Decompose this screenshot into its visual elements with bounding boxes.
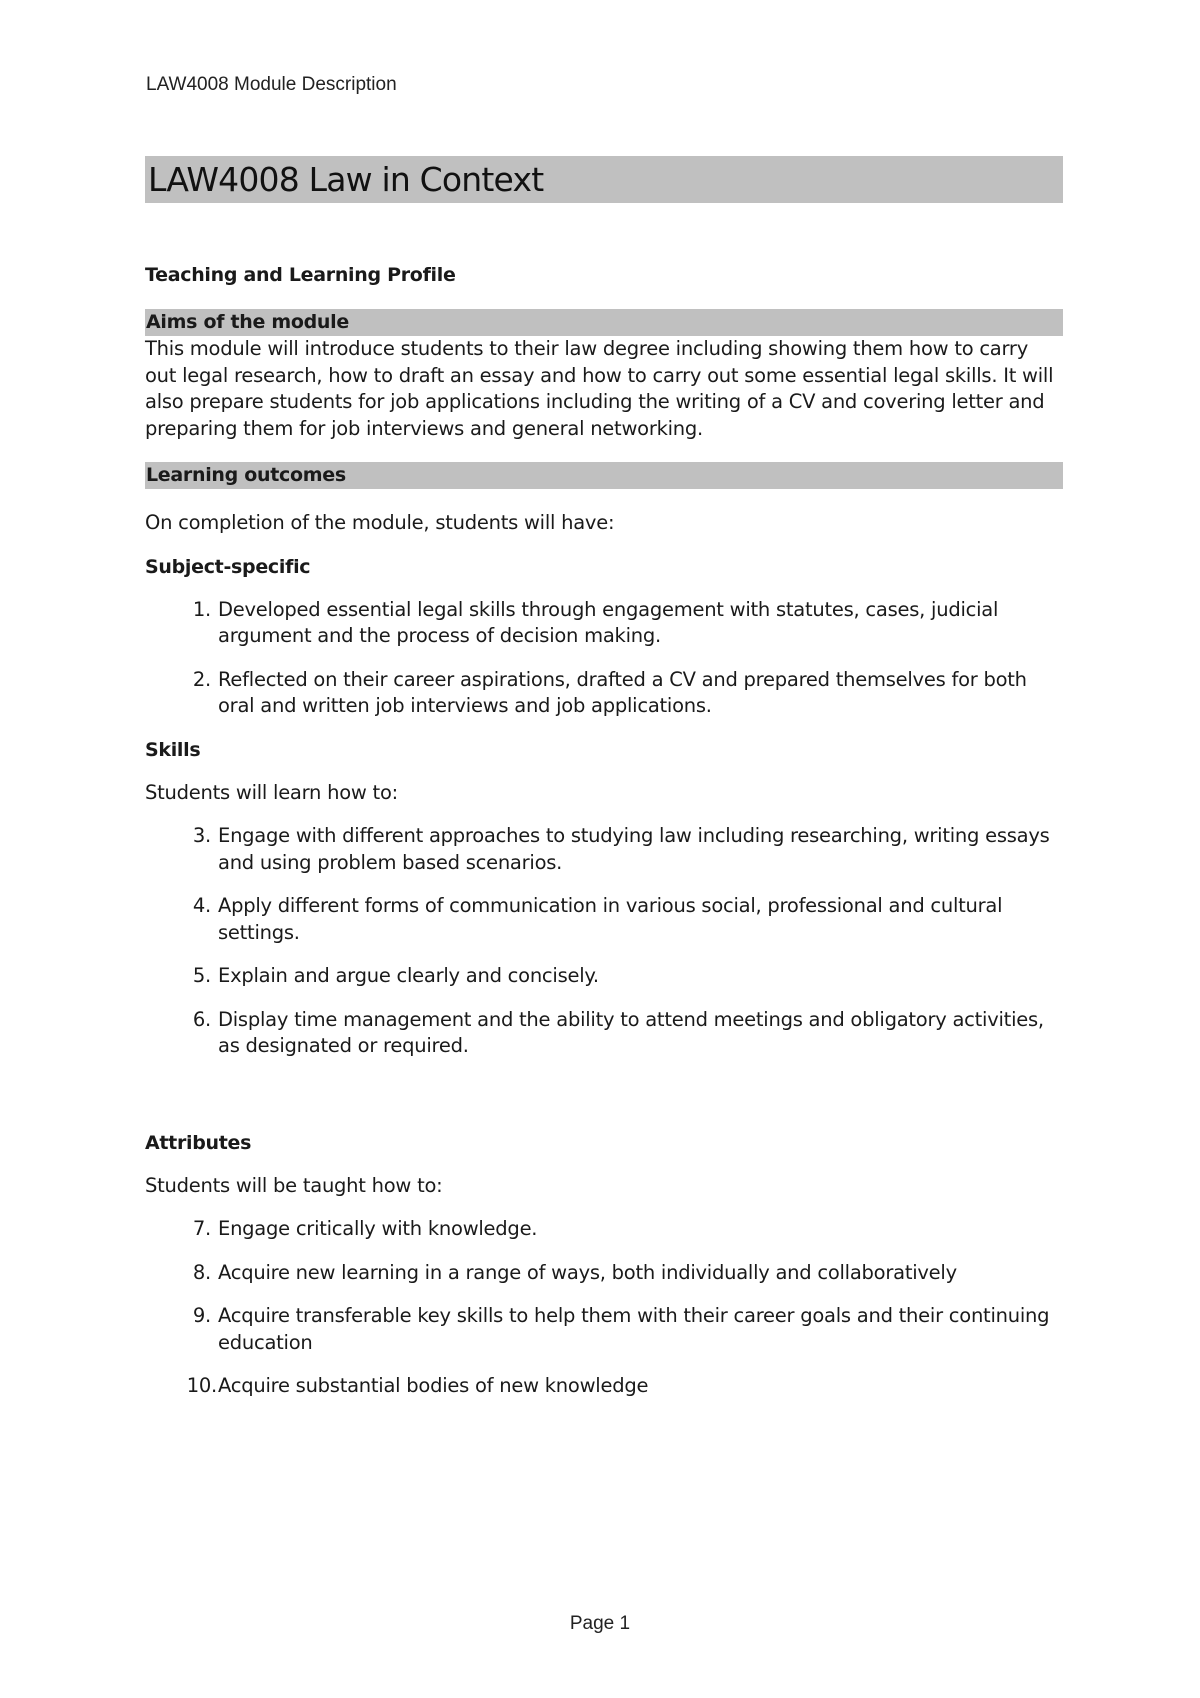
list-item [145,667,1063,720]
attributes-heading: Attributes [145,1131,252,1154]
list-item-number: 8. [192,1260,211,1284]
list-item-text: Reflected on their career aspirations, drafted a CV and prepared themselves for both oral and written job interviews and job applications. [218,667,1027,717]
list-item [145,1216,1063,1243]
list-item-text: Developed essential legal skills through engagement with statutes, cases, judicial argument and the process of decision making. [218,597,999,647]
attributes-intro: Students will be taught how to: [145,1173,443,1197]
list-item [145,1007,1063,1060]
aims-heading: Aims of the module [145,309,1063,336]
list-item [145,1303,1063,1356]
list-item-number: 1. [192,597,211,621]
list-item-text: Acquire substantial bodies of new knowledge [218,1374,649,1397]
list-item-number: 10. [186,1374,217,1397]
list-item [145,963,1063,990]
list-item [145,893,1063,946]
list-item [145,1260,1063,1287]
list-item [145,1373,1063,1400]
list-item-number: 2. [192,667,211,691]
running-header: LAW4008 Module Description [146,74,397,95]
skills-heading: Skills [145,738,201,761]
list-item-number: 9. [192,1304,211,1327]
list-item-text: Engage with different approaches to studying law including researching, writing essays and using problem based scenarios. [218,824,1050,874]
skills-intro: Students will learn how to: [145,780,398,804]
list-item [145,597,1063,650]
aims-paragraph: This module will introduce students to their law degree including showing them how to carry out legal research, how to draft an essay and how to carry out some essential legal skills. It will also prepare students for job applications including the writing of a CV and covering letter and preparing them for job interviews and general networking. [145,337,1054,440]
list-item-number: 6. [192,1007,211,1031]
list-item-number: 3. [192,824,211,847]
list-item-text: Acquire new learning in a range of ways, both individually and collaboratively [218,1260,957,1284]
list-item-text: Explain and argue clearly and concisely. [218,964,599,987]
list-item-number: 5. [192,964,211,987]
document-body [145,156,1063,1400]
subject-specific-list [145,597,1063,720]
list-item [145,823,1063,876]
subject-specific-heading: Subject-specific [145,555,311,578]
attributes-list [145,1216,1063,1400]
list-item-text: Apply different forms of communication in various social, professional and cultural settings. [218,894,1003,944]
profile-heading: Teaching and Learning Profile [145,264,456,286]
list-item-number: 7. [192,1217,211,1240]
list-item-text: Engage critically with knowledge. [218,1217,538,1240]
page-number: Page 1 [569,1613,631,1634]
list-item-text: Acquire transferable key skills to help them with their career goals and their continuing education [218,1304,1050,1354]
list-item-text: Display time management and the ability to attend meetings and obligatory activities, as designated or required. [218,1007,1044,1057]
skills-list [145,823,1063,1060]
list-item-number: 4. [192,894,211,917]
document-title: LAW4008 Law in Context [145,156,1063,203]
outcomes-intro: On completion of the module, students will have: [145,511,615,534]
learning-outcomes-heading: Learning outcomes [145,462,1063,489]
